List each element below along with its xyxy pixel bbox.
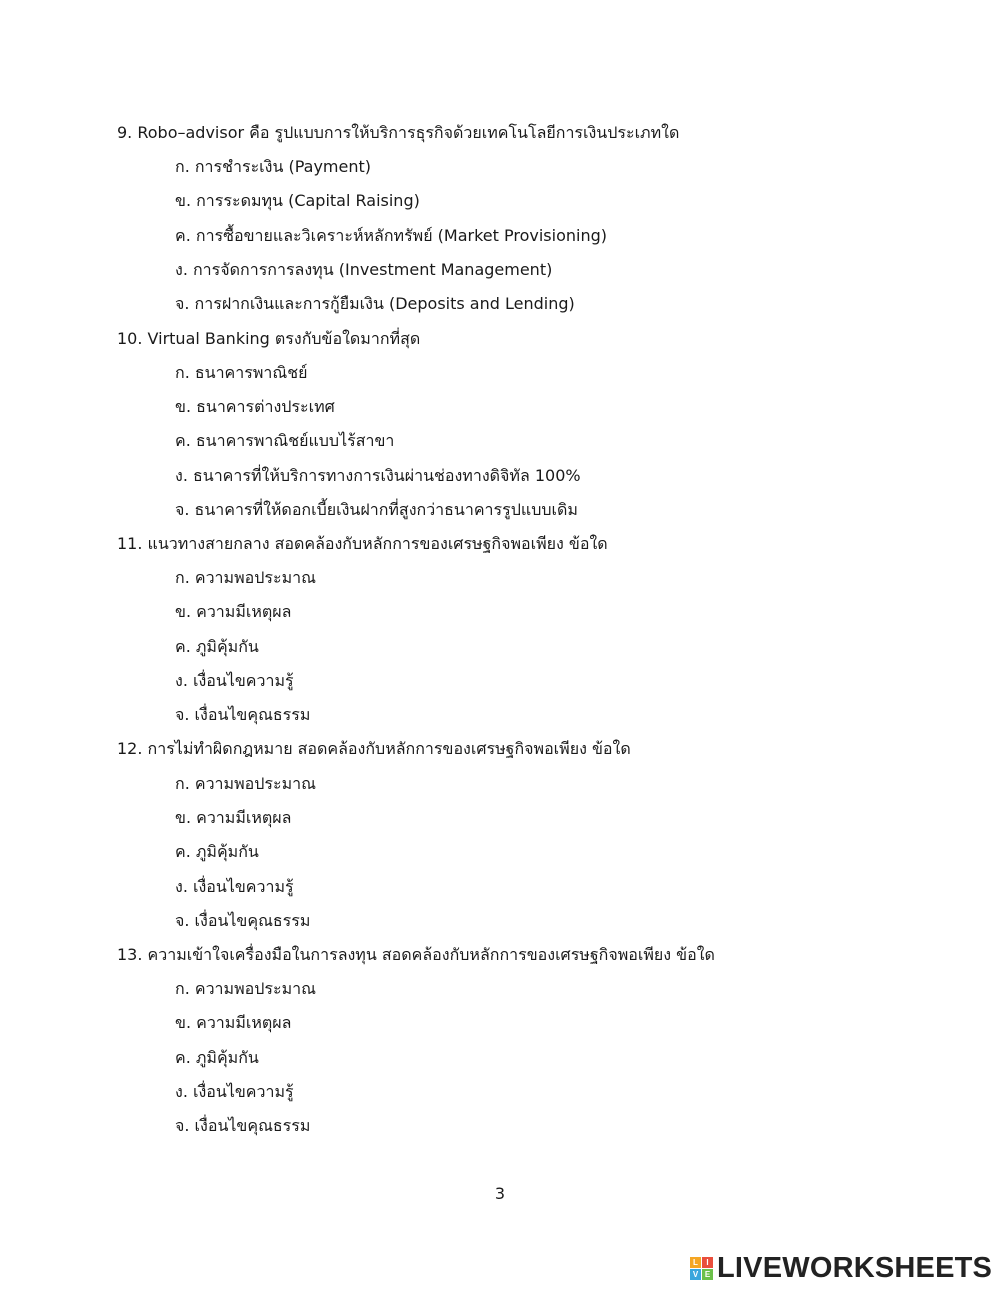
q12-choice-b: ข. ความมีเหตุผล (175, 808, 292, 827)
q9-choice-b: ข. การระดมทุน (Capital Raising) (175, 191, 420, 210)
question-9: 9. Robo–advisor คือ รูปแบบการให้บริการธุรกิจด้วยเทคโนโลยีการเงินประเภทใด (117, 123, 680, 142)
q12-choice-d: ง. เงื่อนไขความรู้ (175, 877, 294, 896)
q9-choice-d: ง. การจัดการการลงทุน (Investment Management) (175, 260, 553, 279)
q9-choice-a: ก. การชำระเงิน (Payment) (175, 157, 371, 176)
q11-choice-c: ค. ภูมิคุ้มกัน (175, 637, 259, 656)
q13-choice-b: ข. ความมีเหตุผล (175, 1013, 292, 1032)
liveworksheets-brand[interactable] (690, 1252, 992, 1285)
q12-choice-c: ค. ภูมิคุ้มกัน (175, 842, 259, 861)
q11-choice-a: ก. ความพอประมาณ (175, 568, 316, 587)
q9-choice-c: ค. การซื้อขายและวิเคราะห์หลักทรัพย์ (Market Provisioning) (175, 226, 607, 245)
logo-tile: E (702, 1269, 713, 1280)
logo-tile: V (690, 1269, 701, 1280)
q13-choice-a: ก. ความพอประมาณ (175, 979, 316, 998)
q9-choice-e: จ. การฝากเงินและการกู้ยืมเงิน (Deposits and Lending) (175, 294, 575, 313)
logo-tile: I (702, 1257, 713, 1268)
page-number: 3 (494, 1184, 506, 1203)
q11-choice-b: ข. ความมีเหตุผล (175, 602, 292, 621)
q12-choice-a: ก. ความพอประมาณ (175, 774, 316, 793)
logo-tile: L (690, 1257, 701, 1268)
q13-choice-d: ง. เงื่อนไขความรู้ (175, 1082, 294, 1101)
q11-choice-d: ง. เงื่อนไขความรู้ (175, 671, 294, 690)
q12-choice-e: จ. เงื่อนไขคุณธรรม (175, 911, 311, 930)
question-12: 12. การไม่ทำผิดกฎหมาย สอดคล้องกับหลักการของเศรษฐกิจพอเพียง ข้อใด (117, 739, 631, 758)
liveworksheets-logo-icon (690, 1257, 713, 1280)
q10-choice-e: จ. ธนาคารที่ให้ดอกเบี้ยเงินฝากที่สูงกว่าธนาคารรูปแบบเดิม (175, 500, 578, 519)
q13-choice-c: ค. ภูมิคุ้มกัน (175, 1048, 259, 1067)
question-11: 11. แนวทางสายกลาง สอดคล้องกับหลักการของเศรษฐกิจพอเพียง ข้อใด (117, 534, 608, 553)
q10-choice-d: ง. ธนาคารที่ให้บริการทางการเงินผ่านช่องทางดิจิทัล 100% (175, 466, 581, 485)
q10-choice-c: ค. ธนาคารพาณิชย์แบบไร้สาขา (175, 431, 395, 450)
q11-choice-e: จ. เงื่อนไขคุณธรรม (175, 705, 311, 724)
question-10: 10. Virtual Banking ตรงกับข้อใดมากที่สุด (117, 329, 421, 348)
q13-choice-e: จ. เงื่อนไขคุณธรรม (175, 1116, 311, 1135)
q10-choice-a: ก. ธนาคารพาณิชย์ (175, 363, 308, 382)
question-13: 13. ความเข้าใจเครื่องมือในการลงทุน สอดคล้องกับหลักการของเศรษฐกิจพอเพียง ข้อใด (117, 945, 715, 964)
brand-name: LIVEWORKSHEETS (717, 1252, 993, 1284)
q10-choice-b: ข. ธนาคารต่างประเทศ (175, 397, 335, 416)
